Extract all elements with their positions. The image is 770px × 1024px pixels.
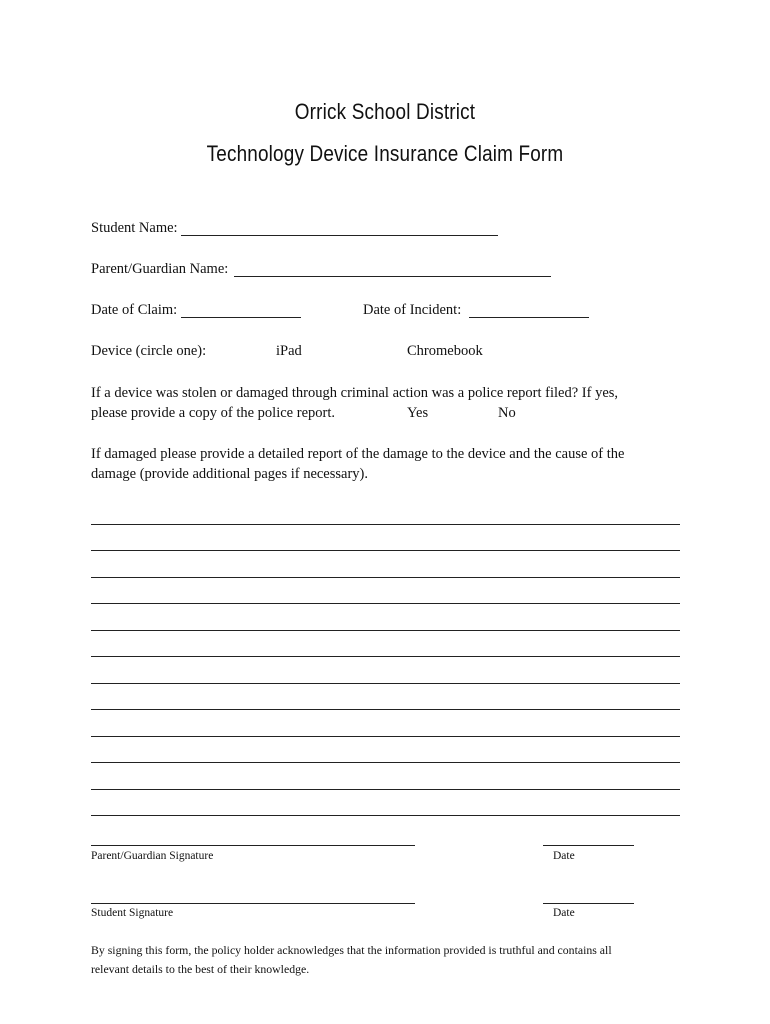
damage-report-line[interactable] xyxy=(91,603,680,604)
guardian-date-field[interactable] xyxy=(543,845,634,846)
damage-report-line[interactable] xyxy=(91,524,680,525)
guardian-name-label: Parent/Guardian Name: xyxy=(91,261,229,277)
guardian-date-label: Date xyxy=(553,850,575,862)
date-of-claim-label: Date of Claim: xyxy=(91,302,178,318)
student-name-label: Student Name: xyxy=(91,220,178,236)
date-of-incident-field[interactable] xyxy=(469,317,589,318)
guardian-name-field[interactable] xyxy=(234,276,551,277)
device-label: Device (circle one): xyxy=(91,343,207,359)
device-option-ipad[interactable]: iPad xyxy=(276,343,302,359)
police-report-question-line2: please provide a copy of the police report. xyxy=(91,405,335,421)
damage-report-line[interactable] xyxy=(91,736,680,737)
acknowledgement-line1: By signing this form, the policy holder acknowledges that the information provided is truthful and contains all xyxy=(91,943,612,957)
device-option-chromebook[interactable]: Chromebook xyxy=(407,343,483,359)
damage-report-line[interactable] xyxy=(91,683,680,684)
form-title: Technology Device Insurance Claim Form xyxy=(206,141,564,166)
damage-instructions-line1: If damaged please provide a detailed report of the damage to the device and the cause of the xyxy=(91,446,625,462)
police-report-question-line1: If a device was stolen or damaged through criminal action was a police report filed? If yes, xyxy=(91,385,619,401)
damage-report-line[interactable] xyxy=(91,789,680,790)
damage-report-line[interactable] xyxy=(91,815,680,816)
student-signature-field[interactable] xyxy=(91,903,415,904)
student-name-field[interactable] xyxy=(181,235,498,236)
police-report-no-option[interactable]: No xyxy=(498,405,516,421)
damage-report-line[interactable] xyxy=(91,577,680,578)
damage-report-line[interactable] xyxy=(91,709,680,710)
district-title: Orrick School District xyxy=(294,99,476,124)
date-of-incident-label: Date of Incident: xyxy=(363,302,462,318)
student-signature-label: Student Signature xyxy=(91,907,174,919)
acknowledgement-line2: relevant details to the best of their knowledge. xyxy=(91,962,310,976)
student-date-field[interactable] xyxy=(543,903,634,904)
damage-report-line[interactable] xyxy=(91,630,680,631)
damage-instructions-line2: damage (provide additional pages if necessary). xyxy=(91,466,369,482)
police-report-yes-option[interactable]: Yes xyxy=(407,405,429,421)
guardian-signature-label: Parent/Guardian Signature xyxy=(91,850,214,862)
damage-report-line[interactable] xyxy=(91,762,680,763)
damage-report-line[interactable] xyxy=(91,550,680,551)
student-date-label: Date xyxy=(553,907,575,919)
damage-report-line[interactable] xyxy=(91,656,680,657)
date-of-claim-field[interactable] xyxy=(181,317,301,318)
guardian-signature-field[interactable] xyxy=(91,845,415,846)
